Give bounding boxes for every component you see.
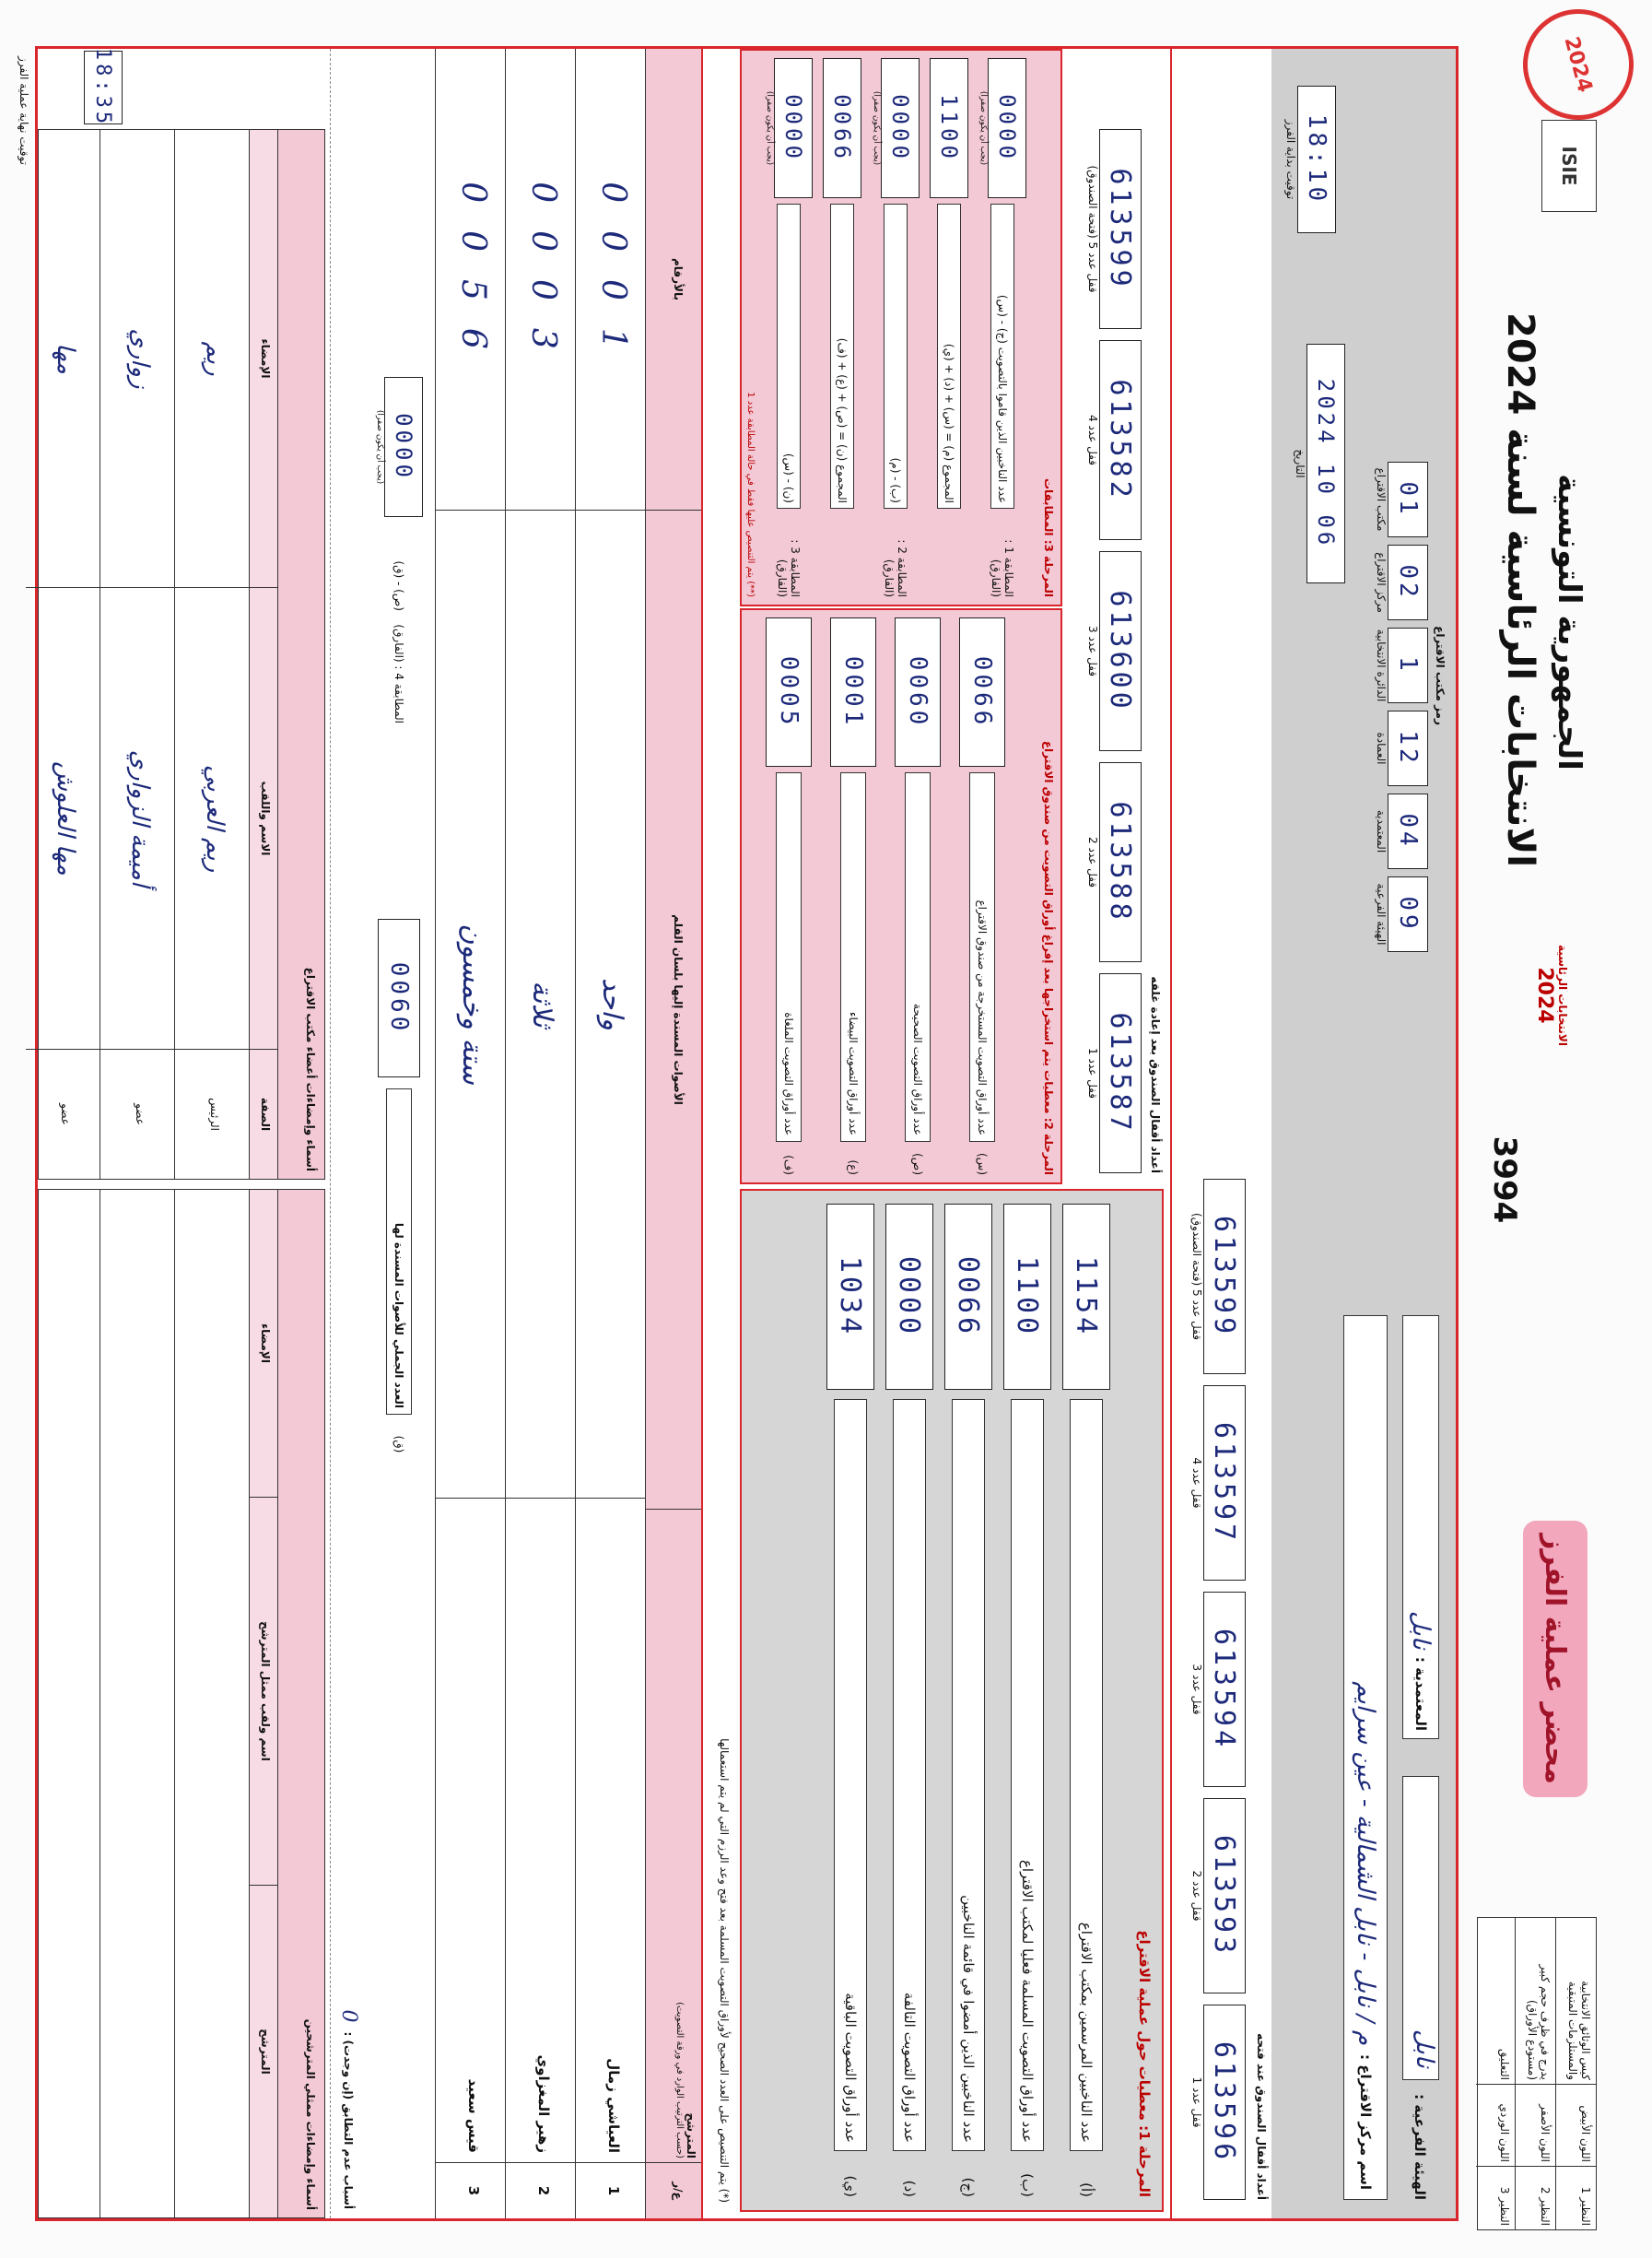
seal-label: قفل عدد 3 [1190, 1664, 1203, 1715]
stage1-title: المرحلة 1: معطيات حول عملية الاقتراع [1136, 1930, 1153, 2197]
seal-value: 613593 [1203, 1798, 1246, 1993]
stage2-label: عدد أوراق التصويت الملغاة [776, 772, 802, 1142]
office-code-item [1375, 794, 1428, 869]
stage3-footnote: (**) يتم التنصيص عليها فقط في حالة المطابقة عدد 1 [745, 392, 756, 597]
date-value: 2024 10 06 [1306, 344, 1345, 583]
legend-cell: النظير 3 [1476, 2166, 1515, 2229]
office-code-title: رمز مكتب الاقتراع [1434, 626, 1447, 725]
office-col-name: الاسم واللقب [250, 587, 277, 1049]
reps-header [249, 1190, 278, 2217]
stage1-label: عدد الناخبين المرسمين بمكتب الاقتراع [1070, 1399, 1104, 2151]
stage1-list [821, 1204, 1116, 2197]
seal-item [1086, 762, 1142, 962]
stage3-value: 1100 [930, 58, 968, 198]
stage2-label: عدد أوراق التصويت البيضاء [840, 772, 866, 1142]
seal-label: قفل عدد 3 [1086, 626, 1099, 676]
office-sign: ريم [201, 341, 228, 376]
seal-value: 613594 [1203, 1592, 1246, 1787]
col-candidate-header [646, 1509, 701, 2162]
stage1-section [740, 1189, 1164, 2212]
objections-row [330, 49, 367, 2218]
seals-after-list [1086, 67, 1142, 1173]
stage1-row [939, 1204, 998, 2197]
legend-cell: النظير 1 [1556, 2166, 1596, 2229]
office-role: الرئيس [175, 1049, 249, 1179]
legend-row [1515, 1918, 1555, 2229]
seal-label: قفل عدد 1 [1086, 1048, 1099, 1099]
candidate-votes-digits: 0003 [524, 182, 562, 377]
office-code-item [1375, 711, 1428, 786]
office-code-item [1375, 462, 1428, 537]
center-row [1343, 1315, 1388, 2200]
municipality-value: نابل [1407, 1610, 1435, 1650]
stage3-row [922, 58, 976, 597]
office-header [249, 130, 278, 1179]
stage2-key: (ع) [847, 1159, 860, 1175]
stage3-label: (ب) - (م) [884, 204, 908, 509]
match4-formula: (ص) - (ق) [392, 560, 405, 611]
objections-label: أسباب عدم التطابق (إن وجدت) : [342, 2031, 356, 2209]
candidate-header-subtitle: (حسب الترتيب الوارد في ورقة التصويت) [674, 2002, 685, 2158]
stage3-value-wrap [823, 58, 861, 198]
legend-cell: التعليق [1498, 2048, 1511, 2080]
end-time-block [84, 47, 123, 128]
start-time-label: توقيت بداية الفرز [1284, 119, 1297, 200]
stage1-key: (ج) [960, 2177, 978, 2197]
col-num-header: ع/ر [646, 2162, 701, 2218]
code-label: العمادة [1375, 732, 1388, 765]
code-value: 12 [1388, 711, 1428, 786]
code-value: 01 [1388, 462, 1428, 537]
stage3-row [762, 58, 815, 597]
election-title: الانتخابات الرئاسية لسنة 2024 [1499, 312, 1541, 867]
candidate-votes-words: ستة وخمسون [436, 510, 505, 1498]
legend-row [1476, 1918, 1515, 2229]
title-badge [1523, 1521, 1588, 1797]
stage2-value: 0001 [830, 617, 876, 767]
office-code-item [1375, 876, 1428, 952]
municipality-box [1402, 1315, 1439, 1739]
code-value: 1 [1388, 628, 1428, 703]
match4-value-wrap [375, 377, 423, 517]
stage1-row [998, 1204, 1057, 2197]
stage2-row [885, 617, 950, 1175]
stage1-value: 0000 [885, 1204, 933, 1390]
seal-value: 613597 [1203, 1385, 1246, 1581]
total-value: 0060 [378, 919, 420, 1077]
stage2-row [821, 617, 885, 1175]
stage3-label: المجموع (م) = (س) + (د) + (ي) [937, 204, 961, 509]
office-name: مها العلوش [26, 587, 100, 1049]
candidate-num: 3 [436, 2162, 505, 2218]
stage3-title: المرحلة 3: المطابقات [1042, 477, 1055, 597]
logo-year: 2024 [1533, 967, 1556, 1024]
office-row [100, 130, 174, 1179]
stage2-key: (س) [976, 1152, 989, 1175]
stage3-value-wrap [978, 58, 1026, 198]
stage1-label: عدد أوراق التصويت التالفة [893, 1399, 927, 2151]
stamp-text: 2024 [1559, 34, 1597, 95]
stage2-value: 0066 [959, 617, 1005, 767]
code-label: مركز الاقتراع [1375, 552, 1388, 613]
seal-label: قفل عدد 2 [1190, 1870, 1203, 1922]
objections-value: 0 [337, 2009, 360, 2023]
regional-body-value: نابل [1411, 2029, 1438, 2068]
seals-band [1170, 49, 1271, 2218]
regional-body-label: الهيئة الفرعية : [1412, 2094, 1429, 2200]
reps-col-sign: الإمضاء [259, 1323, 272, 1363]
stage3-value: 0000 [774, 58, 813, 198]
reps-col-name: اسم ولقب ممثل المترشح [250, 1497, 277, 1885]
candidate-name: العياشي زمال [576, 1498, 645, 2162]
stage1-value: 1034 [826, 1204, 874, 1390]
candidate-votes-digits: 0001 [594, 182, 632, 377]
stage3-value: 0000 [988, 58, 1026, 198]
municipality-label: المعتمدية : [1412, 1656, 1430, 1731]
stage1-key: (ب) [1019, 2173, 1037, 2197]
seals-before-list [1190, 1140, 1246, 2200]
office-col-role: الصفة [250, 1049, 277, 1179]
isie-logo [1541, 120, 1597, 212]
identification-band [1271, 49, 1456, 2218]
seal-item [1190, 2005, 1246, 2200]
candidate-name: زهير المغزاوي [506, 1498, 575, 2162]
match4-label: المطابقة 4 : (الفارق) [392, 624, 405, 723]
election-logo [1533, 940, 1569, 1051]
seal-label: قفل عدد 5 (فتحة الصندوق) [1190, 1213, 1203, 1340]
stage2-row [756, 617, 821, 1175]
seal-item [1086, 340, 1142, 540]
seal-value: 613582 [1099, 340, 1142, 540]
candidates-table [427, 49, 703, 2218]
stage1-row [880, 1204, 939, 2197]
stage2-row [950, 617, 1014, 1175]
seal-item [1190, 1385, 1246, 1581]
candidate-row [435, 49, 505, 2218]
republic-title: الجمهورية التونسية [1551, 474, 1588, 770]
seal-label: قفل عدد 5 (فتحة الصندوق) [1086, 165, 1099, 293]
stage3-row [976, 58, 1029, 597]
seal-label: قفل عدد 4 [1190, 1457, 1203, 1509]
date-label: التاريخ [1294, 449, 1306, 478]
stage3-tag: المطابقة 3 : (الفارق) [776, 539, 802, 597]
seal-item [1190, 1798, 1246, 1993]
office-code-block [1336, 399, 1447, 952]
reps-signatures [38, 1189, 325, 2218]
stage3-row [869, 58, 922, 597]
stage2-key: (ص) [911, 1153, 924, 1175]
official-stamp [1511, 0, 1646, 132]
candidate-votes-words: واحد [576, 510, 645, 1498]
code-value: 09 [1388, 876, 1428, 952]
stage3-list [762, 58, 1029, 597]
end-time-label: توقيت نهاية عملية الفرز [18, 55, 30, 166]
office-row [26, 130, 100, 1179]
stage3-tag: المطابقة 2 : (الفارق) [883, 539, 908, 597]
code-label: الدائرة الانتخابية [1375, 629, 1388, 702]
stage2-key: (ف) [782, 1155, 795, 1175]
candidate-num: 2 [506, 2162, 575, 2218]
seal-item [1190, 1179, 1246, 1374]
stage3-label: المجموع (ن) = (ص) + (ع) + (ف) [830, 204, 854, 509]
candidate-num: 1 [576, 2162, 645, 2218]
stage3-tag: المطابقة 1 : (الفارق) [990, 539, 1015, 597]
stage2-value: 0060 [895, 617, 941, 767]
stage2-value: 0005 [766, 617, 812, 767]
col-digits-header: بالأرقام [672, 257, 685, 300]
page-title: محضر عملية الفرز [1539, 1534, 1572, 1784]
office-signatures [38, 129, 325, 1180]
seal-item [1086, 973, 1142, 1173]
stage2-label: عدد أوراق التصويت المستخرجة من صندوق الاقتراع [969, 772, 995, 1142]
reps-row [100, 1190, 174, 2217]
office-sign: مها [52, 343, 79, 374]
stage3-note: (يجب أن يكون صفرا) [978, 90, 988, 166]
stage1-key: (ي) [842, 2175, 860, 2197]
legend-cell: يدرج في ظرف حجم كبير (مستودع الأوراق) [1526, 1964, 1552, 2080]
total-label: العدد الجملي للأصوات المسندة لها [386, 1088, 412, 1415]
stage1-value: 0066 [944, 1204, 992, 1390]
seal-value: 613599 [1203, 1179, 1246, 1374]
candidate-row [575, 49, 645, 2218]
office-code-item [1375, 545, 1428, 620]
seal-value: 613588 [1099, 762, 1142, 962]
office-name: ريم العربي [175, 587, 249, 1049]
stage1-label: عدد أوراق التصويت المسلمة فعليا لمكتب الاقتراع [1011, 1399, 1045, 2151]
seal-value: 613596 [1203, 2005, 1246, 2200]
legend-cell: كيس الوثائق الانتخابية والمستلزمات المتبقية [1566, 1981, 1592, 2080]
start-time-value: 18:10 [1297, 86, 1336, 233]
legend-cell: النظير 2 [1516, 2166, 1555, 2229]
stage1-row [821, 1204, 880, 2197]
candidate-votes-words: ثلاثة [506, 510, 575, 1498]
col-words-header: الأصوات المسندة إليها بلسان القلم [646, 510, 701, 1509]
stage2-list [756, 617, 1014, 1175]
stage3-note: (يجب أن يكون صفرا) [872, 90, 881, 166]
stage3-value-wrap [872, 58, 920, 198]
code-label: الهيئة الفرعية [1375, 883, 1388, 946]
stage3-value-wrap [930, 58, 968, 198]
candidates-header [645, 49, 701, 2218]
seals-after-band [1072, 49, 1164, 1182]
stage1-label: عدد أوراق التصويت الباقية [834, 1399, 868, 2151]
seal-label: قفل عدد 2 [1086, 837, 1099, 888]
legend-cell: اللون الأصفر [1516, 2084, 1555, 2166]
match4-value: 0000 [384, 377, 423, 517]
seal-item [1086, 551, 1142, 751]
reps-row [26, 1190, 100, 2217]
regional-body-row [1397, 1315, 1443, 2200]
office-title: أسماء وإمضاءات أعضاء مكتب الاقتراع [278, 130, 324, 1179]
office-role: عضو [100, 1049, 174, 1179]
stage3-label: عدد الناخبين الذين قاموا بالتصويت (ج) - (س) [990, 204, 1014, 509]
stage1-value: 1100 [1003, 1204, 1051, 1390]
candidate-votes-digits: 0056 [454, 182, 492, 377]
regional-body-box [1402, 1776, 1439, 2080]
legend-table [1477, 1917, 1597, 2230]
stage3-value: 0000 [881, 58, 920, 198]
office-name: أميمة الزواري [100, 587, 174, 1049]
candidate-name: قيس سعيد [436, 1498, 505, 2162]
start-time-block [1284, 86, 1336, 233]
stage3-value: 0066 [823, 58, 861, 198]
stage1-footnote: (*) يتم التنصيص على العدد الصحيح لأوراق التصويت المسلمة بعد فتح وعد الرزم التي لم يتم استعمالها [718, 1738, 731, 2203]
seal-label: قفل عدد 1 [1190, 2076, 1203, 2128]
stage1-row [1057, 1204, 1116, 2197]
seals-before-title: أعداد أقفال الصندوق عند فتحه [1255, 2033, 1268, 2200]
code-label: المعتمدية [1375, 809, 1388, 853]
code-label: مكتب الاقتراع [1375, 467, 1388, 532]
logo-text: الانتخابات الرئاسية [1556, 945, 1569, 1046]
center-label: اسم مركز الاقتراع : [1357, 2054, 1375, 2190]
stage3-note: (يجب أن يكون صفرا) [765, 90, 774, 166]
office-sign: زواري [126, 328, 154, 389]
stage3-value-wrap [765, 58, 813, 198]
seals-after-title: أعداد أقفال الصندوق بعد إعادة غلقه [1149, 976, 1162, 1173]
office-code-list [1375, 399, 1428, 952]
stage1-value: 1154 [1062, 1204, 1110, 1390]
office-row [174, 130, 249, 1179]
seal-item [1190, 1592, 1246, 1787]
office-code-item [1375, 628, 1428, 703]
stage2-title: المرحلة 2: معطيات يتم استخراجها بعد إفراغ أوراق التصويت من صندوق الاقتراع [1042, 740, 1055, 1175]
stage1-key: (أ) [1078, 2182, 1095, 2197]
form-number: 3994 [1486, 1135, 1523, 1224]
seal-value: 613599 [1099, 129, 1142, 329]
seal-item [1086, 129, 1142, 329]
total-key: (ق) [392, 1435, 405, 1453]
office-col-sign: الإمضاء [259, 338, 272, 379]
legend-row [1555, 1918, 1596, 2229]
isie-text: ISIE [1558, 146, 1580, 186]
candidate-row [505, 49, 575, 2218]
stage1-key: (د) [901, 2180, 919, 2197]
seal-label: قفل عدد 4 [1086, 415, 1099, 465]
reps-title: أسماء وإمضاءات ممثلي المترشحين [278, 1190, 324, 2217]
stage2-label: عدد أوراق التصويت الصحيحة [905, 772, 931, 1142]
seal-value: 613600 [1099, 551, 1142, 751]
seal-value: 613587 [1099, 973, 1142, 1173]
stage1-label: عدد الناخبين الذين أمضوا في قائمة الناخبين [952, 1399, 986, 2151]
office-role: عضو [26, 1049, 100, 1179]
total-row [371, 49, 427, 2218]
reps-row [174, 1190, 249, 2217]
center-value: م / نابل - نابل الشمالية - عين سرايم [1352, 1681, 1379, 2046]
candidate-header-title: المترشح [685, 2112, 697, 2158]
stage2-section [740, 608, 1062, 1184]
code-value: 04 [1388, 794, 1428, 869]
match4-note: (يجب أن يكون صفرا) [375, 409, 384, 485]
stage3-section [740, 49, 1062, 606]
stage3-row [815, 58, 869, 597]
stage3-label: (ن) - (س) [777, 204, 801, 509]
legend-cell: اللون الوردي [1476, 2084, 1515, 2166]
legend-cell: اللون الأبيض [1556, 2084, 1596, 2166]
date-block [1294, 344, 1345, 583]
code-value: 02 [1388, 545, 1428, 620]
end-time-value: 18:35 [84, 51, 123, 124]
reps-col-candidate: المترشح [250, 1885, 277, 2217]
